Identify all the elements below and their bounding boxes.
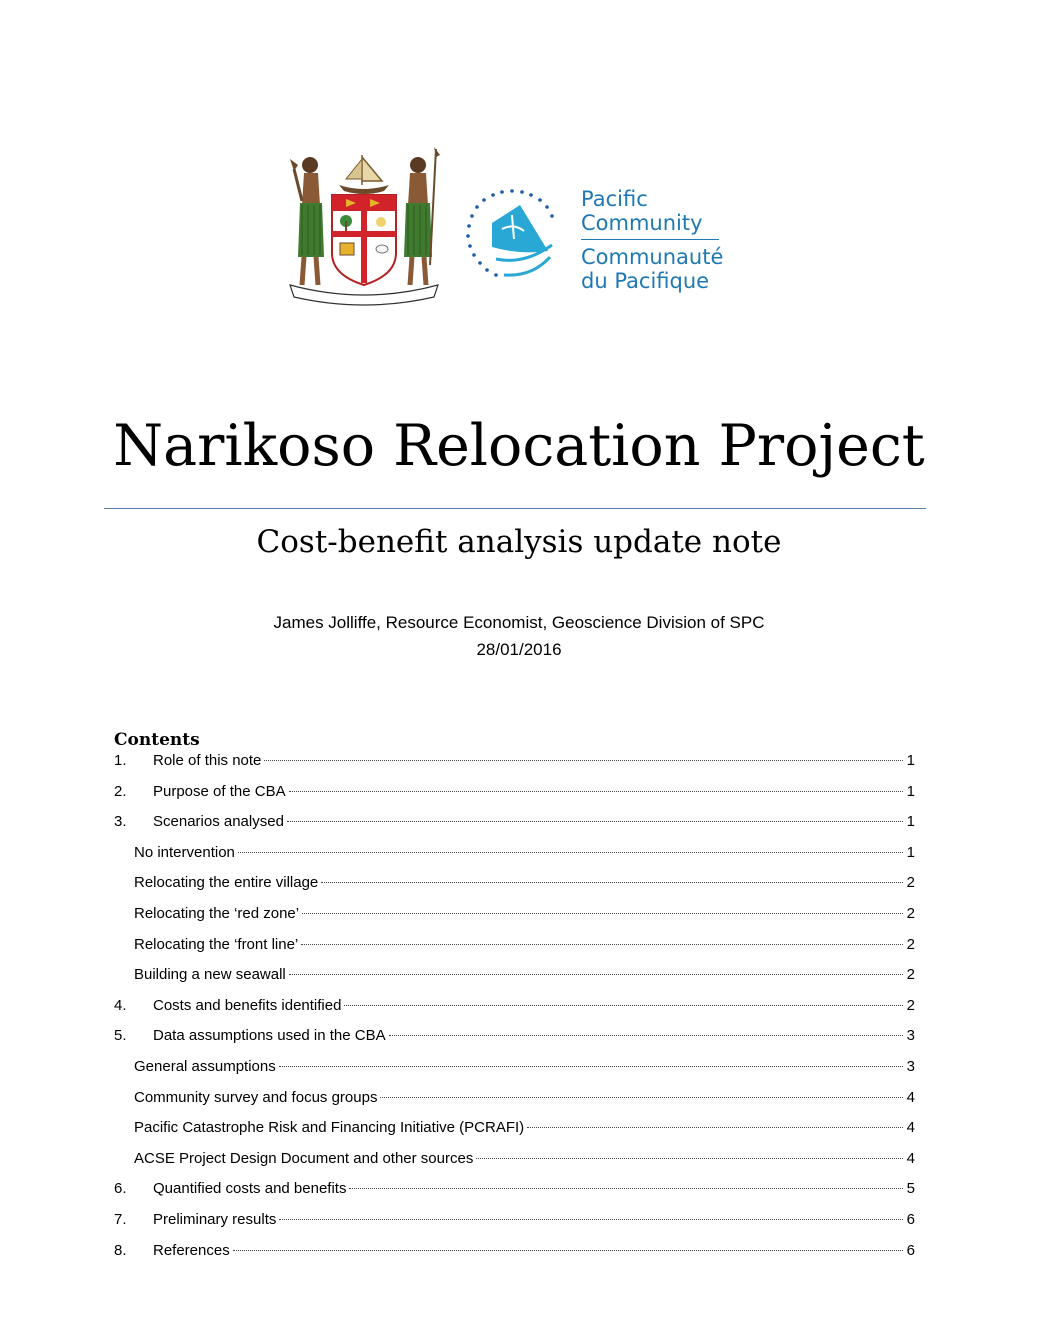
toc-entry[interactable] [114, 1117, 915, 1148]
fiji-coat-of-arms-icon [284, 145, 444, 307]
toc-entry-page: 4 [906, 1119, 915, 1137]
toc-entry-number: 5. [114, 1027, 127, 1045]
toc-entry-label: Costs and benefits identified [153, 996, 342, 1014]
toc-entry-label: Relocating the ‘front line’ [134, 935, 299, 953]
toc-entry-page: 1 [906, 843, 915, 861]
toc-dot-leader [289, 974, 903, 975]
toc-entry[interactable] [114, 1240, 915, 1271]
toc-entry-page: 1 [906, 752, 915, 769]
toc-entry-label: Scenarios analysed [153, 813, 284, 831]
toc-entry-page: 4 [906, 1088, 915, 1106]
toc-entry-label: References [153, 1241, 230, 1259]
toc-entry[interactable] [114, 781, 915, 812]
toc-entry-number: 8. [114, 1241, 127, 1259]
toc-entry-number: 2. [114, 782, 127, 800]
spc-wordmark-divider [581, 239, 719, 240]
spc-name-fr-line2: du Pacifique [581, 269, 710, 293]
toc-entry[interactable] [114, 1087, 915, 1118]
toc-entry-page: 4 [906, 1149, 915, 1167]
document-title: Narikoso Relocation Project [113, 413, 925, 479]
toc-entry-page: 2 [906, 966, 915, 984]
toc-entry-label: Relocating the ‘red zone’ [134, 904, 300, 922]
toc-dot-leader [238, 852, 903, 853]
toc-entry-label: No intervention [134, 843, 235, 861]
toc-entry-page: 6 [906, 1210, 915, 1228]
toc-dot-leader [344, 1005, 903, 1006]
document-subtitle: Cost-benefit analysis update note [256, 524, 782, 560]
toc-entry-number: 7. [114, 1210, 127, 1228]
toc-entry-page: 1 [906, 782, 915, 800]
toc-entry-page: 5 [906, 1180, 915, 1198]
toc-entry[interactable] [114, 842, 915, 873]
toc-entry-label: Community survey and focus groups [134, 1088, 378, 1106]
toc-entry[interactable] [114, 1025, 915, 1056]
toc-entry-page: 2 [906, 935, 915, 953]
toc-dot-leader [527, 1127, 903, 1128]
toc-entry[interactable] [114, 1209, 915, 1240]
toc-entry-page: 3 [906, 1057, 915, 1075]
spc-name-fr-line1: Communauté [581, 245, 724, 269]
toc-entry-number: 1. [114, 752, 127, 769]
toc-entry-page: 1 [906, 813, 915, 831]
header-logos [284, 145, 744, 310]
toc-entry-number: 4. [114, 996, 127, 1014]
table-of-contents [114, 750, 915, 1270]
toc-entry[interactable] [114, 1148, 915, 1179]
toc-dot-leader [279, 1219, 903, 1220]
toc-dot-leader [321, 882, 903, 883]
toc-dot-leader [279, 1066, 903, 1067]
toc-entry-page: 6 [906, 1241, 915, 1259]
toc-dot-leader [287, 821, 903, 822]
toc-dot-leader [264, 760, 903, 761]
toc-dot-leader [349, 1188, 903, 1189]
title-divider [104, 508, 926, 509]
toc-dot-leader [233, 1250, 903, 1251]
toc-entry-page: 3 [906, 1027, 915, 1045]
toc-entry[interactable] [114, 964, 915, 995]
spc-name-en-line1: Pacific [581, 187, 648, 211]
spc-wordmark [581, 187, 723, 293]
toc-entry-label: General assumptions [134, 1057, 276, 1075]
toc-entry-number: 3. [114, 813, 127, 831]
toc-entry-label: Purpose of the CBA [153, 782, 286, 800]
toc-entry-page: 2 [906, 874, 915, 892]
toc-entry-label: Quantified costs and benefits [153, 1180, 347, 1198]
toc-entry-label: Role of this note [153, 752, 262, 769]
toc-dot-leader [289, 791, 903, 792]
toc-entry-page: 2 [906, 904, 915, 922]
toc-entry-label: Pacific Catastrophe Risk and Financing Initiative (PCRAFI) [134, 1119, 525, 1137]
document-date: 28/01/2016 [476, 640, 562, 659]
toc-entry-label: Data assumptions used in the CBA [153, 1027, 386, 1045]
toc-entry-label: Building a new seawall [134, 966, 286, 984]
toc-entry[interactable] [114, 750, 915, 781]
author-block [0, 609, 1038, 663]
toc-entry[interactable] [114, 872, 915, 903]
toc-dot-leader [380, 1097, 903, 1098]
author-line: James Jolliffe, Resource Economist, Geoscience Division of SPC [273, 613, 765, 632]
spc-name-en-line2: Community [581, 211, 703, 235]
toc-entry-number: 6. [114, 1180, 127, 1198]
toc-entry[interactable] [114, 1178, 915, 1209]
toc-dot-leader [389, 1035, 903, 1036]
toc-entry[interactable] [114, 995, 915, 1026]
toc-dot-leader [302, 913, 903, 914]
toc-dot-leader [476, 1158, 903, 1159]
toc-entry[interactable] [114, 811, 915, 842]
toc-entry-label: Preliminary results [153, 1210, 277, 1228]
toc-entry[interactable] [114, 903, 915, 934]
toc-entry[interactable] [114, 934, 915, 965]
toc-entry-label: ACSE Project Design Document and other sources [134, 1149, 474, 1167]
toc-entry[interactable] [114, 1056, 915, 1087]
toc-dot-leader [301, 944, 903, 945]
spc-emblem-icon [462, 185, 562, 285]
toc-entry-label: Relocating the entire village [134, 874, 319, 892]
contents-heading: Contents [114, 730, 200, 750]
toc-entry-page: 2 [906, 996, 915, 1014]
